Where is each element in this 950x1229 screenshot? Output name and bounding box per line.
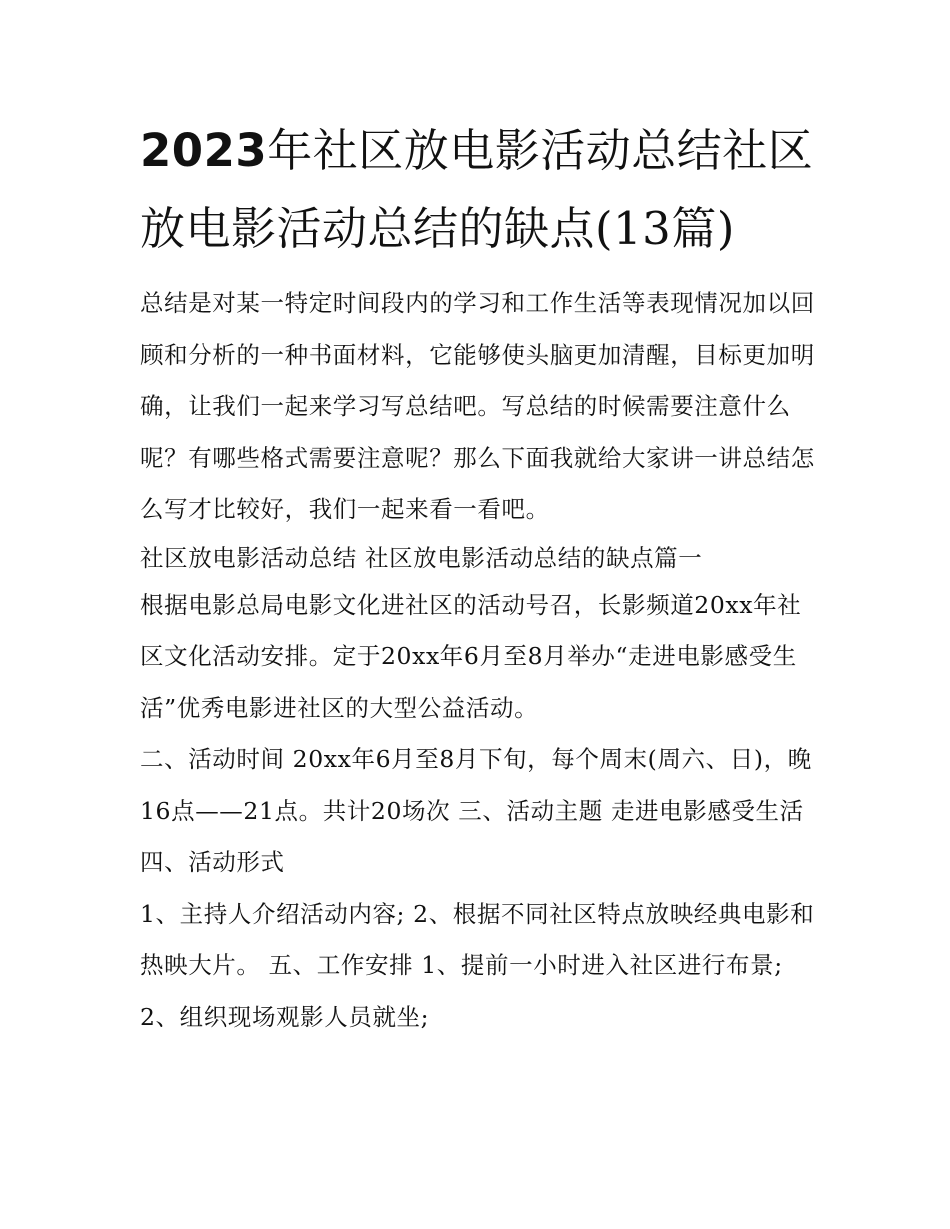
section-heading: 社区放电影活动总结 社区放电影活动总结的缺点篇一 [140, 543, 703, 572]
document-page [140, 112, 820, 1043]
document-body [140, 278, 820, 1043]
title-year: 2023 [140, 124, 268, 177]
body-paragraph: 二、活动时间 20xx年6月至8月下旬，每个周末(周六、日)，晚16点——21点。共计20场次 三、活动主题 走进电影感受生活 四、活动形式 [140, 745, 812, 876]
body-paragraph: 根据电影总局电影文化进社区的活动号召，长影频道20xx年社区文化活动安排。定于20xx年6月至8月举办“走进电影感受生活”优秀电影进社区的大型公益活动。 [140, 590, 802, 722]
body-paragraph: 1、主持人介绍活动内容; 2、根据不同社区特点放映经典电影和热映大片。 五、工作安排 1、提前一小时进入社区进行布景; 2、组织现场观影人员就坐; [140, 899, 815, 1031]
document-title [140, 112, 820, 268]
title-text: 年社区放电影活动总结社区放电影活动总结的缺点(13篇) [140, 124, 814, 255]
intro-paragraph: 总结是对某一特定时间段内的学习和工作生活等表现情况加以回顾和分析的一种书面材料，它能够使头脑更加清醒，目标更加明确，让我们一起来学习写总结吧。写总结的时候需要注意什么呢？有哪些格式需要注意呢？那么下面我就给大家讲一讲总结怎么写才比较好，我们一起来看一看吧。 [140, 289, 815, 523]
